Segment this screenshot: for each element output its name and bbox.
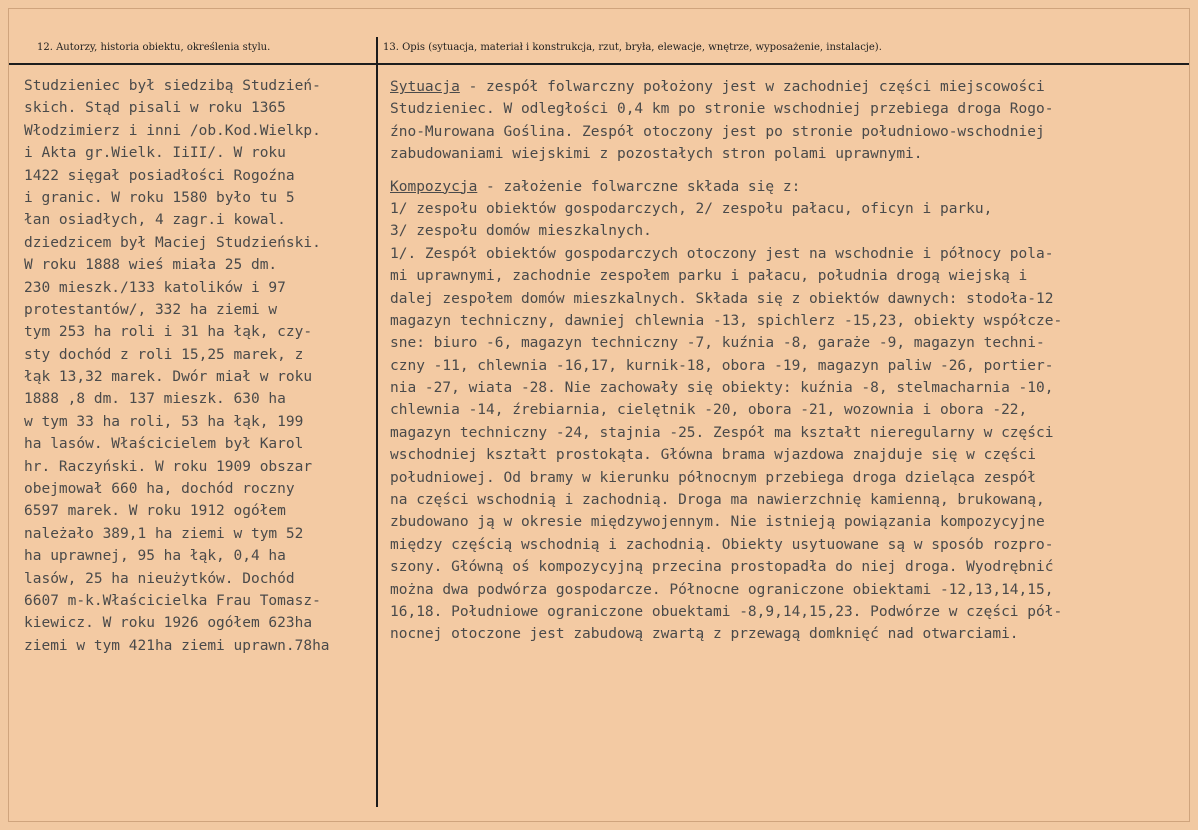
history-text-line: sty dochód z roli 15,25 marek, z bbox=[24, 346, 304, 363]
kompozycja-text-line: 3/ zespołu domów mieszkalnych. bbox=[390, 223, 652, 240]
history-text-line: łan osiadłych, 4 zagr.i kowal. bbox=[24, 212, 286, 229]
kompozycja-first-line bbox=[390, 176, 1175, 198]
history-text-line: skich. Stąd pisali w roku 1365 bbox=[24, 100, 286, 117]
history-text-line: kiewicz. W roku 1926 ogółem 623ha bbox=[24, 615, 313, 632]
history-text-line: 6607 m-k.Właścicielka Frau Tomasz- bbox=[24, 592, 321, 609]
history-text-line: łąk 13,32 marek. Dwór miał w roku bbox=[24, 369, 313, 386]
header-rule bbox=[9, 63, 1189, 65]
kompozycja-text-line: nocnej otoczone jest zabudową zwartą z przewagą domknięć nad otwarciami. bbox=[390, 626, 1019, 643]
history-text-line: ha uprawnej, 95 ha łąk, 0,4 ha bbox=[24, 548, 286, 565]
section-13-header: 13. Opis (sytuacja, materiał i konstrukcja, rzut, bryła, elewacje, wnętrze, wyposażenie, instalacje). bbox=[383, 42, 882, 53]
kompozycja-text-line: 1/. Zespół obiektów gospodarczych otoczony jest na wschodnie i północy pola- bbox=[390, 245, 1054, 262]
section-12-header: 12. Autorzy, historia obiektu, określenia stylu. bbox=[37, 42, 271, 53]
kompozycja-text-line: między częścią wschodnią i zachodnią. Obiekty usytuowane są w sposób rozpro- bbox=[390, 536, 1054, 553]
kompozycja-lines bbox=[390, 198, 1175, 646]
sytuacja-text-line: Studzieniec. W odległości 0,4 km po stronie wschodniej przebiega droga Rogo- bbox=[390, 101, 1054, 118]
history-text-line: dziedzicem był Maciej Studzieński. bbox=[24, 234, 321, 251]
kompozycja-text-line: 1/ zespołu obiektów gospodarczych, 2/ zespołu pałacu, oficyn i parku, bbox=[390, 200, 993, 217]
history-text-line: W roku 1888 wieś miała 25 dm. bbox=[24, 257, 278, 274]
sytuacja-first-line bbox=[390, 76, 1175, 98]
kompozycja-text-line: na części wschodnią i zachodnią. Droga ma nawierzchnię kamienną, brukowaną, bbox=[390, 492, 1045, 509]
history-text-line: w tym 33 ha roli, 53 ha łąk, 199 bbox=[24, 413, 304, 430]
sytuacja-text-line: zabudowaniami wiejskimi z pozostałych stron polami uprawnymi. bbox=[390, 146, 923, 163]
history-text-line: i granic. W roku 1580 było tu 5 bbox=[24, 189, 295, 206]
history-text-line: Studzieniec był siedzibą Studzień- bbox=[24, 78, 321, 94]
sytuacja-label: Sytuacja bbox=[390, 79, 460, 95]
kompozycja-text-line: magazyn techniczny -24, stajnia -25. Zespół ma kształt nieregularny w części bbox=[390, 424, 1054, 441]
kompozycja-text-line: można dwa podwórza gospodarcze. Północne ograniczone obiektami -12,13,14,15, bbox=[390, 581, 1054, 598]
kompozycja-text-line: mi uprawnymi, zachodnie zespołem parku i pałacu, południa drogą wiejską i bbox=[390, 268, 1028, 285]
history-text-line: obejmował 660 ha, dochód roczny bbox=[24, 481, 295, 498]
sytuacja-lines bbox=[390, 98, 1175, 165]
history-text-column bbox=[24, 75, 376, 657]
history-text-line: ziemi w tym 421ha ziemi uprawn.78ha bbox=[24, 637, 330, 654]
history-text-line: lasów, 25 ha nieużytków. Dochód bbox=[24, 570, 295, 587]
sytuacja-first-rest: - zespół folwarczny położony jest w zachodniej części miejscowości bbox=[459, 79, 1045, 95]
kompozycja-label: Kompozycja bbox=[390, 178, 478, 195]
history-text-line: 6597 marek. W roku 1912 ogółem bbox=[24, 503, 286, 520]
kompozycja-text-line: południowej. Od bramy w kierunku północnym przebiega droga dzieląca zespół bbox=[390, 469, 1037, 486]
kompozycja-text-line: magazyn techniczny, dawniej chlewnia -13, spichlerz -15,23, obiekty współcze- bbox=[390, 312, 1063, 329]
history-text-line: ha lasów. Właścicielem był Karol bbox=[24, 436, 304, 453]
history-text-line: hr. Raczyński. W roku 1909 obszar bbox=[24, 458, 313, 475]
kompozycja-text-line: czny -11, chlewnia -16,17, kurnik-18, obora -19, magazyn paliw -26, portier- bbox=[390, 357, 1054, 374]
history-text-line: należało 389,1 ha ziemi w tym 52 bbox=[24, 525, 304, 542]
kompozycja-text-line: nia -27, wiata -28. Nie zachowały się obiekty: kuźnia -8, stelmacharnia -10, bbox=[390, 380, 1054, 397]
history-text-line: 1888 ,8 dm. 137 mieszk. 630 ha bbox=[24, 391, 286, 408]
history-text-line: 1422 sięgał posiadłości Rogoźna bbox=[24, 167, 295, 184]
kompozycja-text-line: dalej zespołem domów mieszkalnych. Składa się z obiektów dawnych: stodoła-12 bbox=[390, 290, 1054, 307]
kompozycja-text-line: szony. Główną oś kompozycyjną przecina prostopadła do niej droga. Wyodrębnić bbox=[390, 559, 1054, 576]
column-divider bbox=[376, 37, 378, 807]
kompozycja-text-line: zbudowano ją w okresie międzywojennym. Nie istnieją powiązania kompozycyjne bbox=[390, 514, 1045, 531]
history-text-line: i Akta gr.Wielk. IiII/. W roku bbox=[24, 145, 286, 162]
history-text-line: protestantów/, 332 ha ziemi w bbox=[24, 301, 278, 318]
history-text-line: Włodzimierz i inni /ob.Kod.Wielkp. bbox=[24, 122, 321, 139]
history-text-line: 230 mieszk./133 katolików i 97 bbox=[24, 279, 286, 296]
kompozycja-text-line: chlewnia -14, źrebiarnia, cielętnik -20, obora -21, wozownia i obora -22, bbox=[390, 402, 1028, 419]
kompozycja-text-line: 16,18. Południowe ograniczone obuektami -8,9,14,15,23. Podwórze w części pół- bbox=[390, 603, 1063, 620]
kompozycja-first-rest: - założenie folwarczne składa się z: bbox=[477, 178, 801, 195]
kompozycja-text-line: sne: biuro -6, magazyn techniczny -7, kuźnia -8, garaże -9, magazyn techni- bbox=[390, 335, 1045, 352]
description-text-column bbox=[390, 76, 1175, 646]
history-text-line: tym 253 ha roli i 31 ha łąk, czy- bbox=[24, 324, 313, 341]
sytuacja-text-line: źno-Murowana Goślina. Zespół otoczony jest po stronie południowo-wschodniej bbox=[390, 123, 1045, 140]
kompozycja-text-line: wschodniej kształt prostokąta. Główna brama wjazdowa znajduje się w części bbox=[390, 447, 1037, 464]
